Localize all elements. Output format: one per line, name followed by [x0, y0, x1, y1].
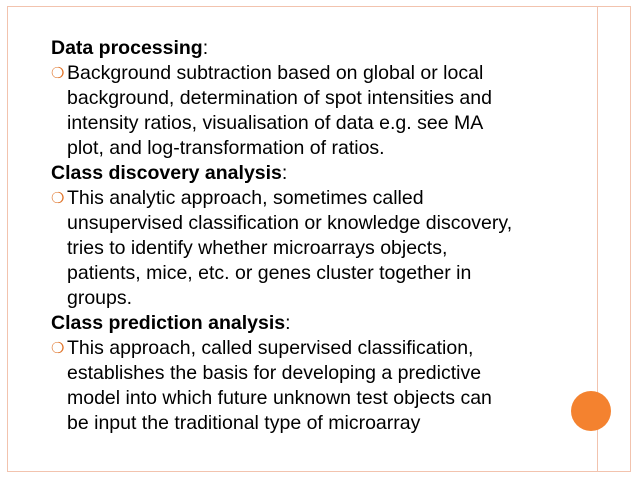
- bullet-item: [51, 186, 591, 311]
- text-line: tries to identify whether microarrays objects,: [67, 237, 448, 259]
- text-line: This analytic approach, sometimes called: [67, 187, 424, 209]
- text-line: plot, and log-transformation of ratios.: [67, 137, 385, 159]
- text-line: patients, mice, etc. or genes cluster together in: [67, 262, 472, 284]
- slide-body: [51, 36, 591, 436]
- text-line: This approach, called supervised classification,: [67, 337, 474, 359]
- heading-class-discovery: Class discovery analysis:: [51, 162, 288, 184]
- bullet-icon: ❍: [51, 340, 65, 357]
- text-line: be input the traditional type of microarray: [67, 412, 421, 434]
- text-line: establishes the basis for developing a predictive: [67, 362, 482, 384]
- heading-class-prediction: Class prediction analysis:: [51, 312, 291, 334]
- bullet-icon: ❍: [51, 190, 65, 207]
- bullet-item: [51, 61, 591, 161]
- text-line: groups.: [67, 287, 133, 309]
- bullet-item: [51, 336, 591, 436]
- bullet-text: [67, 336, 591, 436]
- text-line: unsupervised classification or knowledge discovery,: [67, 212, 513, 234]
- text-line: background, determination of spot intensities and: [67, 87, 492, 109]
- heading-data-processing: Data processing:: [51, 37, 209, 59]
- text-line: intensity ratios, visualisation of data e.g. see MA: [67, 112, 484, 134]
- text-line: model into which future unknown test objects can: [67, 387, 492, 409]
- text-line: Background subtraction based on global or local: [67, 62, 484, 84]
- bullet-text: [67, 61, 591, 161]
- bullet-text: [67, 186, 591, 311]
- bullet-icon: ❍: [51, 65, 65, 82]
